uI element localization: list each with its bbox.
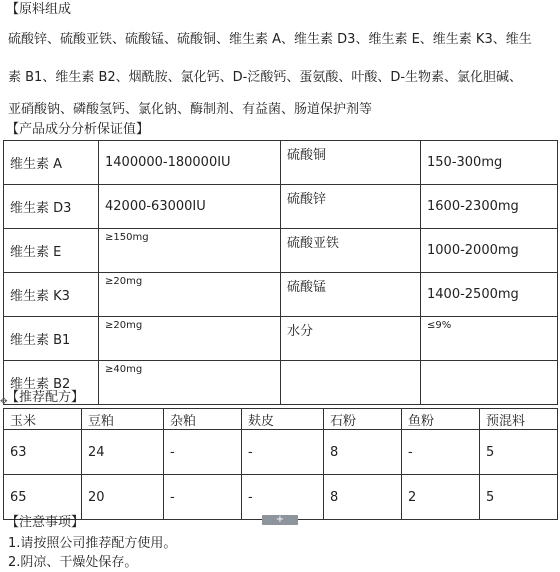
analysis-table — [3, 140, 558, 405]
table-cell: - — [164, 430, 242, 475]
analysis-value2-cell: 1000-2000mg — [421, 229, 558, 273]
note-item-2: 2.阴凉、干燥处保存。 — [8, 555, 138, 570]
table-row — [4, 475, 558, 520]
column-header: 麸皮 — [242, 409, 324, 430]
analysis-name2-cell: 硫酸亚铁 — [281, 229, 421, 273]
analysis-name2-cell — [281, 361, 421, 405]
analysis-name-cell: 维生素 D3 — [4, 185, 99, 229]
analysis-value-cell: ≥20mg — [99, 317, 281, 361]
ingredients-line-3: 亚硝酸钠、磷酸氢钙、氯化钠、酶制剂、有益菌、肠道保护剂等 — [8, 102, 373, 117]
table-cell: - — [242, 430, 324, 475]
note-item-1: 1.请按照公司推荐配方使用。 — [8, 536, 177, 551]
column-header: 预混料 — [480, 409, 558, 430]
analysis-value-cell: 1400000-180000IU — [99, 141, 281, 185]
analysis-name2-cell: 硫酸锰 — [281, 273, 421, 317]
table-cell: 20 — [82, 475, 164, 520]
analysis-name-cell: 维生素 K3 — [4, 273, 99, 317]
analysis-value-cell: ≥20mg — [99, 273, 281, 317]
table-cell: 2 — [402, 475, 480, 520]
column-header: 鱼粉 — [402, 409, 480, 430]
analysis-value2-cell: 1400-2500mg — [421, 273, 558, 317]
table-cell: 5 — [480, 475, 558, 520]
table-row — [4, 317, 558, 361]
analysis-name2-cell: 硫酸铜 — [281, 141, 421, 185]
analysis-name2-cell: 水分 — [281, 317, 421, 361]
table-header-row — [4, 409, 558, 430]
table-row — [4, 430, 558, 475]
analysis-name-cell: 维生素 E — [4, 229, 99, 273]
table-cell: - — [402, 430, 480, 475]
analysis-name-cell: 维生素 B1 — [4, 317, 99, 361]
table-cell: 63 — [4, 430, 82, 475]
table-cell: 5 — [480, 430, 558, 475]
analysis-value-cell: 42000-63000IU — [99, 185, 281, 229]
analysis-value2-cell — [421, 361, 558, 405]
analysis-value-cell: ≥40mg — [99, 361, 281, 405]
analysis-value2-cell: 1600-2300mg — [421, 185, 558, 229]
table-row — [4, 141, 558, 185]
table-row — [4, 361, 558, 405]
ingredients-line-1: 硫酸锌、硫酸亚铁、硫酸锰、硫酸铜、维生素 A、维生素 D3、维生素 E、维生素 K3、维生 — [8, 32, 532, 47]
table-cell: 8 — [324, 475, 402, 520]
analysis-name-cell: 维生素 A — [4, 141, 99, 185]
expand-button[interactable]: + — [262, 515, 298, 525]
column-header: 豆粕 — [82, 409, 164, 430]
analysis-name-cell: 维生素 B2 — [4, 361, 99, 405]
table-row — [4, 185, 558, 229]
column-header: 杂粕 — [164, 409, 242, 430]
ingredients-line-2: 素 B1、维生素 B2、烟酰胺、氯化钙、D-泛酸钙、蛋氨酸、叶酸、D-生物素、氯化胆碱、 — [8, 70, 523, 85]
table-row — [4, 273, 558, 317]
column-header: 玉米 — [4, 409, 82, 430]
analysis-value-cell: ≥150mg — [99, 229, 281, 273]
move-handle-icon[interactable]: ✥ — [0, 397, 8, 407]
analysis-value2-cell: 150-300mg — [421, 141, 558, 185]
table-cell: - — [164, 475, 242, 520]
analysis-value2-cell: ≤9% — [421, 317, 558, 361]
table-cell: 65 — [4, 475, 82, 520]
table-cell: 8 — [324, 430, 402, 475]
formula-table — [3, 408, 558, 520]
formula-heading: 【推荐配方】 — [6, 390, 85, 405]
table-cell: 24 — [82, 430, 164, 475]
analysis-name2-cell: 硫酸锌 — [281, 185, 421, 229]
ingredients-heading: 【原料组成 — [6, 2, 72, 17]
column-header: 石粉 — [324, 409, 402, 430]
notes-heading: 【注意事项】 — [6, 515, 85, 530]
table-row — [4, 229, 558, 273]
analysis-heading: 【产品成分分析保证值】 — [6, 122, 150, 137]
table-cell: - — [242, 475, 324, 520]
